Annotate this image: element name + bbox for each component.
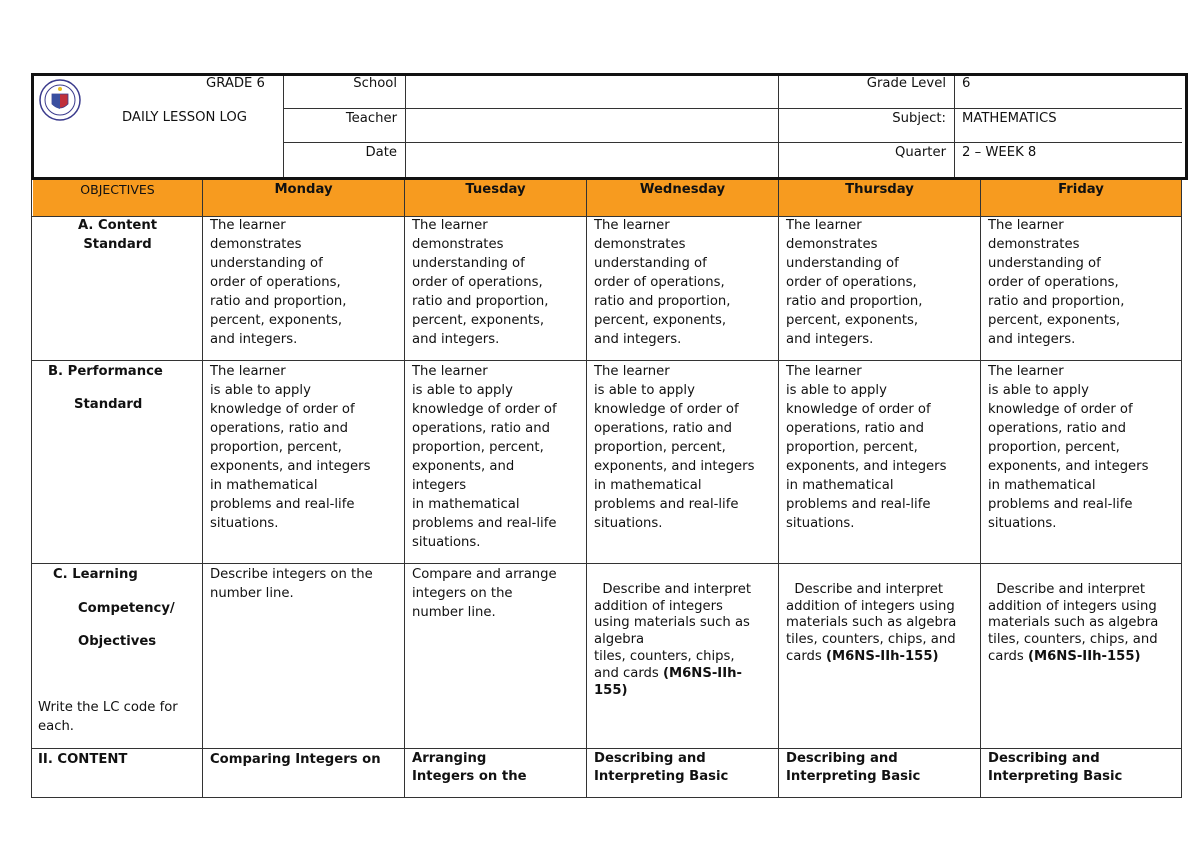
rule bbox=[980, 180, 981, 798]
grade-title: GRADE 6 bbox=[206, 76, 265, 91]
content-tuesday: Arranging Integers on the bbox=[412, 751, 527, 784]
lc-code: (M6NS-IIh-155) bbox=[1027, 648, 1141, 664]
content-standard-tuesday: The learner demonstrates understanding of order of operations, ratio and proportion, percent, exponents, and integers. bbox=[412, 218, 549, 347]
rule bbox=[31, 360, 1182, 361]
learning-competency-label-1: C. Learning bbox=[53, 567, 138, 582]
lc-code-note: Write the LC code for each. bbox=[38, 700, 178, 734]
content-wednesday: Describing and Interpreting Basic bbox=[594, 751, 729, 784]
deped-seal-icon bbox=[38, 78, 82, 122]
lc-text: Describe and interpret addition of integers using materials such as algebra tiles, counters, chips, and cards bbox=[988, 581, 1159, 664]
grade-level-label: Grade Level bbox=[866, 76, 946, 91]
learning-competency-friday bbox=[988, 565, 1158, 666]
content-label: II. CONTENT bbox=[38, 752, 128, 767]
performance-standard-tuesday: The learner is able to apply knowledge of order of operations, ratio and proportion, percent, exponents, and integers in mathematical problems and real-life situations. bbox=[412, 364, 557, 550]
log-title: DAILY LESSON LOG bbox=[122, 110, 248, 125]
learning-competency-monday: Describe integers on the number line. bbox=[210, 567, 373, 601]
content-standard-monday: The learner demonstrates understanding of order of operations, ratio and proportion, percent, exponents, and integers. bbox=[210, 218, 347, 347]
learning-competency-wednesday bbox=[594, 565, 751, 699]
performance-standard-wednesday: The learner is able to apply knowledge of order of operations, ratio and proportion, percent, exponents, and integers in mathematical problems and real-life situations. bbox=[594, 364, 755, 531]
rule bbox=[31, 180, 32, 798]
monday-header: Monday bbox=[274, 182, 333, 197]
content-standard-friday: The learner demonstrates understanding of order of operations, ratio and proportion, percent, exponents, and integers. bbox=[988, 218, 1125, 347]
rule bbox=[31, 748, 1182, 749]
rule bbox=[283, 142, 1182, 143]
lc-text: Describe and interpret addition of integers using materials such as algebra tiles, counters, chips, and cards bbox=[594, 581, 752, 681]
performance-standard-label-1: B. Performance bbox=[48, 364, 163, 379]
content-standard-wednesday: The learner demonstrates understanding of order of operations, ratio and proportion, percent, exponents, and integers. bbox=[594, 218, 731, 347]
rule bbox=[405, 76, 406, 177]
tuesday-header: Tuesday bbox=[465, 182, 526, 197]
rule bbox=[404, 180, 405, 798]
rule bbox=[954, 76, 955, 177]
content-standard-label: A. Content Standard bbox=[77, 218, 158, 252]
subject-label: Subject: bbox=[892, 111, 946, 126]
quarter-label: Quarter bbox=[895, 145, 946, 160]
performance-standard-label-2: Standard bbox=[74, 397, 143, 412]
lc-code: (M6NS-IIh- 155) bbox=[594, 665, 742, 698]
rule bbox=[31, 797, 1182, 798]
rule bbox=[586, 180, 587, 798]
thursday-header: Thursday bbox=[845, 182, 914, 197]
wednesday-header: Wednesday bbox=[639, 182, 726, 197]
teacher-label: Teacher bbox=[345, 111, 397, 126]
content-monday: Comparing Integers on bbox=[210, 752, 381, 767]
learning-competency-label-3: Objectives bbox=[78, 634, 157, 649]
rule bbox=[31, 563, 1182, 564]
rule bbox=[778, 180, 779, 798]
content-standard-thursday: The learner demonstrates understanding of order of operations, ratio and proportion, percent, exponents, and integers. bbox=[786, 218, 923, 347]
rule bbox=[283, 76, 284, 177]
lc-code: (M6NS-IIh-155) bbox=[825, 648, 939, 664]
lc-text: Describe and interpret addition of integers using materials such as algebra tiles, counters, chips, and cards bbox=[786, 581, 957, 664]
performance-standard-monday: The learner is able to apply knowledge of order of operations, ratio and proportion, percent, exponents, and integers in mathematical problems and real-life situations. bbox=[210, 364, 371, 531]
friday-header: Friday bbox=[1058, 182, 1104, 197]
rule bbox=[202, 180, 203, 798]
performance-standard-thursday: The learner is able to apply knowledge of order of operations, ratio and proportion, percent, exponents, and integers in mathematical problems and real-life situations. bbox=[786, 364, 947, 531]
content-friday: Describing and Interpreting Basic bbox=[988, 751, 1123, 784]
learning-competency-tuesday: Compare and arrange integers on the number line. bbox=[412, 567, 557, 620]
school-label: School bbox=[353, 76, 397, 91]
learning-competency-label-2: Competency/ bbox=[78, 601, 175, 616]
learning-competency-thursday bbox=[786, 565, 956, 666]
subject-value: MATHEMATICS bbox=[962, 111, 1057, 126]
rule bbox=[1181, 180, 1182, 798]
date-label: Date bbox=[365, 145, 397, 160]
performance-standard-friday: The learner is able to apply knowledge of order of operations, ratio and proportion, percent, exponents, and integers in mathematical problems and real-life situations. bbox=[988, 364, 1149, 531]
grade-level-value: 6 bbox=[962, 76, 971, 91]
rule bbox=[778, 76, 779, 177]
objectives-header: OBJECTIVES bbox=[80, 182, 155, 197]
quarter-value: 2 – WEEK 8 bbox=[962, 145, 1037, 160]
content-thursday: Describing and Interpreting Basic bbox=[786, 751, 921, 784]
